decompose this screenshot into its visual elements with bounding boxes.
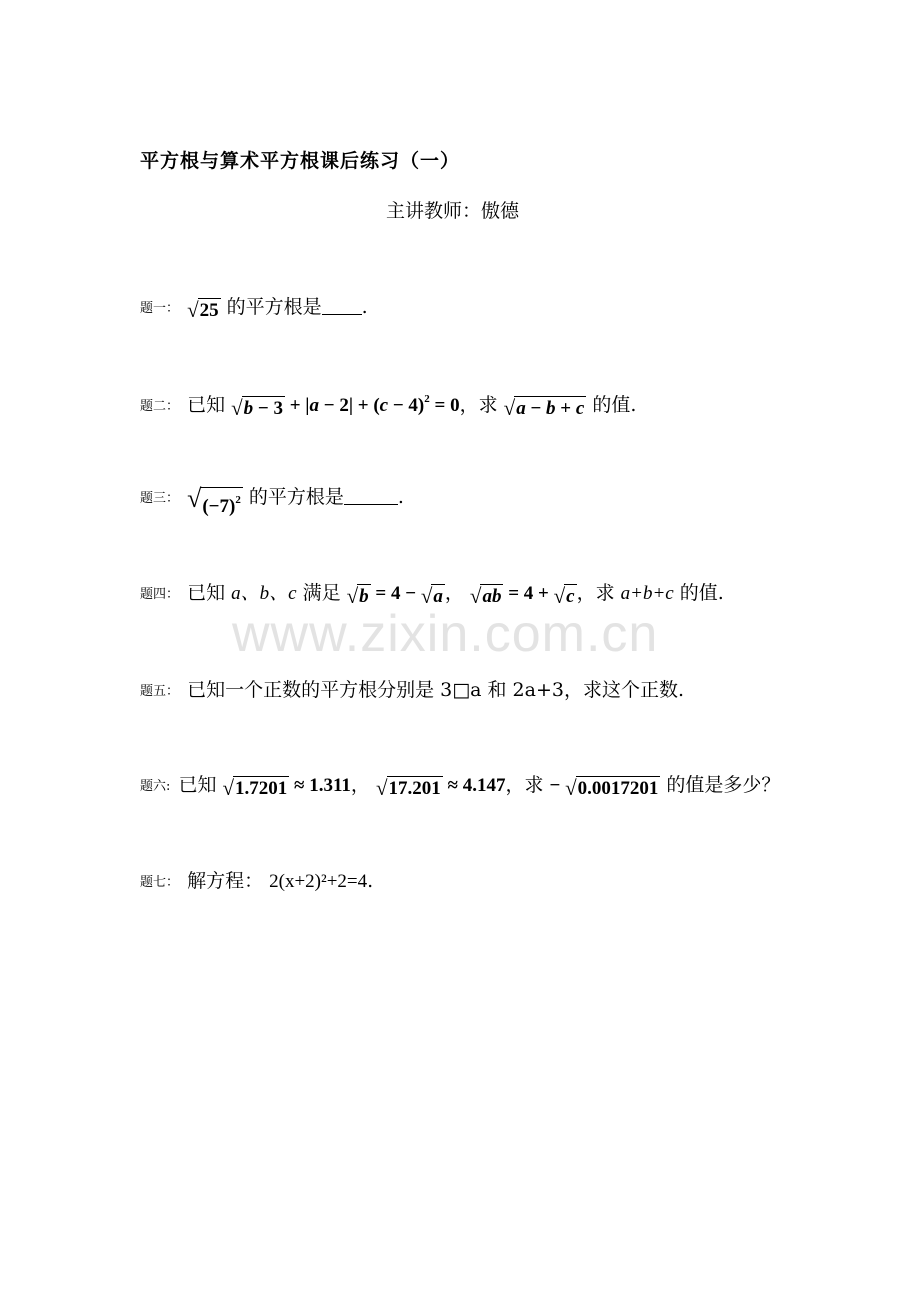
variables: a、b、c <box>231 583 297 604</box>
problem-1 <box>140 292 368 324</box>
problem-text: ，求 <box>459 394 498 416</box>
math-expression: √ a − b + c <box>503 396 585 420</box>
problem-text: 已知 <box>187 394 226 416</box>
problem-text: 满足 <box>296 582 341 604</box>
problem-5 <box>140 675 684 707</box>
watermark: www.zixin.com.cn <box>232 605 659 663</box>
problem-label: 题六: <box>140 779 171 794</box>
math-condition-1: √ b = 4 − √ a <box>346 583 443 608</box>
period: . <box>397 486 404 508</box>
math-condition-2: √ ab = 4 + √ c <box>469 583 575 608</box>
separator: ， <box>444 582 464 604</box>
math-sqrt-neg7-squared: √ $(-7)^2$ <box>187 484 241 517</box>
problem-text: 的平方根是 <box>226 296 322 318</box>
problem-7 <box>140 866 373 898</box>
problem-text: 的值是多少？ <box>666 774 781 796</box>
problem-6 <box>140 770 780 802</box>
math-sqrt-25: √ 25 <box>187 298 219 322</box>
period: . <box>361 296 368 318</box>
problem-4 <box>140 578 724 610</box>
problem-label: 题一： <box>140 301 180 316</box>
answer-blank <box>322 296 362 315</box>
problem-text: 已知 <box>178 774 217 796</box>
equation: 2(x+2)²+2=4 <box>269 871 368 892</box>
period: . <box>367 870 374 892</box>
math-target: − √ 0.0017201 <box>549 775 659 800</box>
problem-text: 解方程： <box>187 870 264 892</box>
problem-text: ，求 <box>505 774 544 796</box>
problem-text: 的值. <box>592 394 637 416</box>
target-expression: a+b+c <box>620 583 674 604</box>
problem-label: 题四： <box>140 587 180 602</box>
problem-text: 的平方根是 <box>248 486 344 508</box>
problem-text: ，求 <box>576 582 621 604</box>
problem-label: 题三： <box>140 491 180 506</box>
problem-label: 题七： <box>140 875 180 890</box>
problem-2 <box>140 384 636 422</box>
math-given-1: √ 1.7201 ≈ 1.311 <box>222 775 351 800</box>
problem-text: 已知 <box>187 582 232 604</box>
problem-text: 的值. <box>673 582 724 604</box>
math-equation: √ b − 3 + $|a - 2| + (c - 4)^2 = 0$ <box>231 393 460 420</box>
math-given-2: √ 17.201 ≈ 4.147 <box>375 775 506 800</box>
problem-3 <box>140 482 404 518</box>
problem-label: 题五： <box>140 684 180 699</box>
page-title: 平方根与算术平方根课后练习（一） <box>140 150 461 172</box>
answer-blank <box>344 486 398 505</box>
problem-text: 已知一个正数的平方根分别是 3□a 和 2a+3，求这个正数. <box>187 679 685 701</box>
teacher-line: 主讲教师：傲德 <box>386 200 520 222</box>
separator: ， <box>350 774 370 796</box>
problem-label: 题二： <box>140 399 180 414</box>
